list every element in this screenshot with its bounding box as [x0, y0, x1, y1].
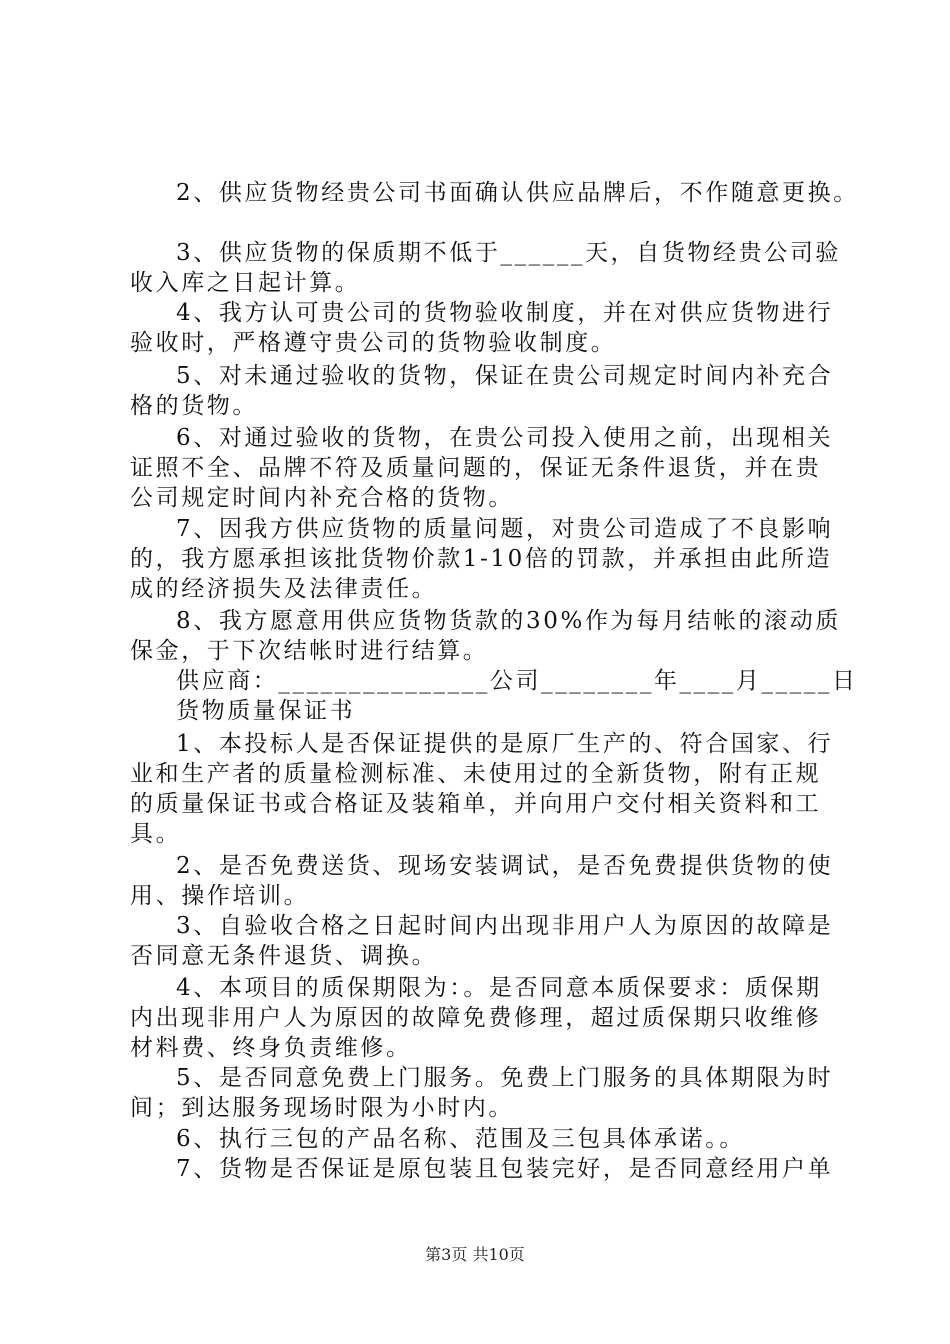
- section-title: 货物质量保证书: [176, 698, 356, 724]
- supplier-signature-line: 供应商：_______________公司________年____月_____日: [176, 668, 858, 694]
- guarantee-7-line-1: 7、货物是否保证是原包装且包装完好，是否同意经用户单: [176, 1156, 834, 1182]
- page-number-footer: 第3页 共10页: [425, 1245, 525, 1264]
- paragraph-3-line-2: 收入库之日起计算。: [130, 270, 361, 296]
- guarantee-1-line-3: 的质量保证书或合格证及装箱单，并向用户交付相关资料和工: [130, 791, 822, 817]
- guarantee-6-line-1: 6、执行三包的产品名称、范围及三包具体承诺。。: [176, 1126, 745, 1152]
- paragraph-7-line-3: 成的经济损失及法律责任。: [130, 576, 438, 602]
- paragraph-7-line-2: 的，我方愿承担该批货物价款1-10倍的罚款，并承担由此所造: [130, 546, 833, 572]
- guarantee-3-line-1: 3、自验收合格之日起时间内出现非用户人为原因的故障是: [176, 913, 834, 939]
- paragraph-6-line-3: 公司规定时间内补充合格的货物。: [130, 485, 514, 511]
- paragraph-3-line-1: 3、供应货物的保质期不低于______天，自货物经贵公司验: [176, 240, 842, 266]
- guarantee-4-line-3: 材料费、终身负责维修。: [130, 1035, 412, 1061]
- paragraph-7-line-1: 7、因我方供应货物的质量问题，对贵公司造成了不良影响: [176, 516, 834, 542]
- guarantee-2-line-2: 用、操作培训。: [130, 883, 310, 909]
- guarantee-5-line-1: 5、是否同意免费上门服务。免费上门服务的具体期限为时: [176, 1065, 834, 1091]
- guarantee-2-line-1: 2、是否免费送货、现场安装调试，是否免费提供货物的使: [176, 853, 834, 879]
- guarantee-3-line-2: 否同意无条件退货、调换。: [130, 943, 438, 969]
- paragraph-6-line-2: 证照不全、品牌不符及质量问题的，保证无条件退货，并在贵: [130, 455, 822, 481]
- paragraph-4-line-2: 验收时，严格遵守贵公司的货物验收制度。: [130, 330, 617, 356]
- guarantee-4-line-1: 4、本项目的质保期限为：。是否同意本质保要求：质保期: [176, 975, 822, 1001]
- paragraph-4-line-1: 4、我方认可贵公司的货物验收制度，并在对供应货物进行: [176, 300, 834, 326]
- paragraph-5-line-2: 格的货物。: [130, 393, 258, 419]
- guarantee-1-line-4: 具。: [130, 821, 182, 847]
- paragraph-6-line-1: 6、对通过验收的货物，在贵公司投入使用之前，出现相关: [176, 425, 834, 451]
- paragraph-8-line-1: 8、我方愿意用供应货物货款的30%作为每月结帐的滚动质: [176, 608, 841, 634]
- paragraph-5-line-1: 5、对未通过验收的货物，保证在贵公司规定时间内补充合: [176, 363, 834, 389]
- guarantee-5-line-2: 间；到达服务现场时限为小时内。: [130, 1095, 514, 1121]
- guarantee-1-line-2: 业和生产者的质量检测标准、未使用过的全新货物，附有正规: [130, 761, 822, 787]
- paragraph-8-line-2: 保金，于下次结帐时进行结算。: [130, 638, 489, 664]
- paragraph-2-line-1: 2、供应货物经贵公司书面确认供应品牌后，不作随意更换。: [176, 180, 859, 206]
- guarantee-1-line-1: 1、本投标人是否保证提供的是原厂生产的、符合国家、行: [176, 731, 834, 757]
- guarantee-4-line-2: 内出现非用户人为原因的故障免费修理，超过质保期只收维修: [130, 1005, 822, 1031]
